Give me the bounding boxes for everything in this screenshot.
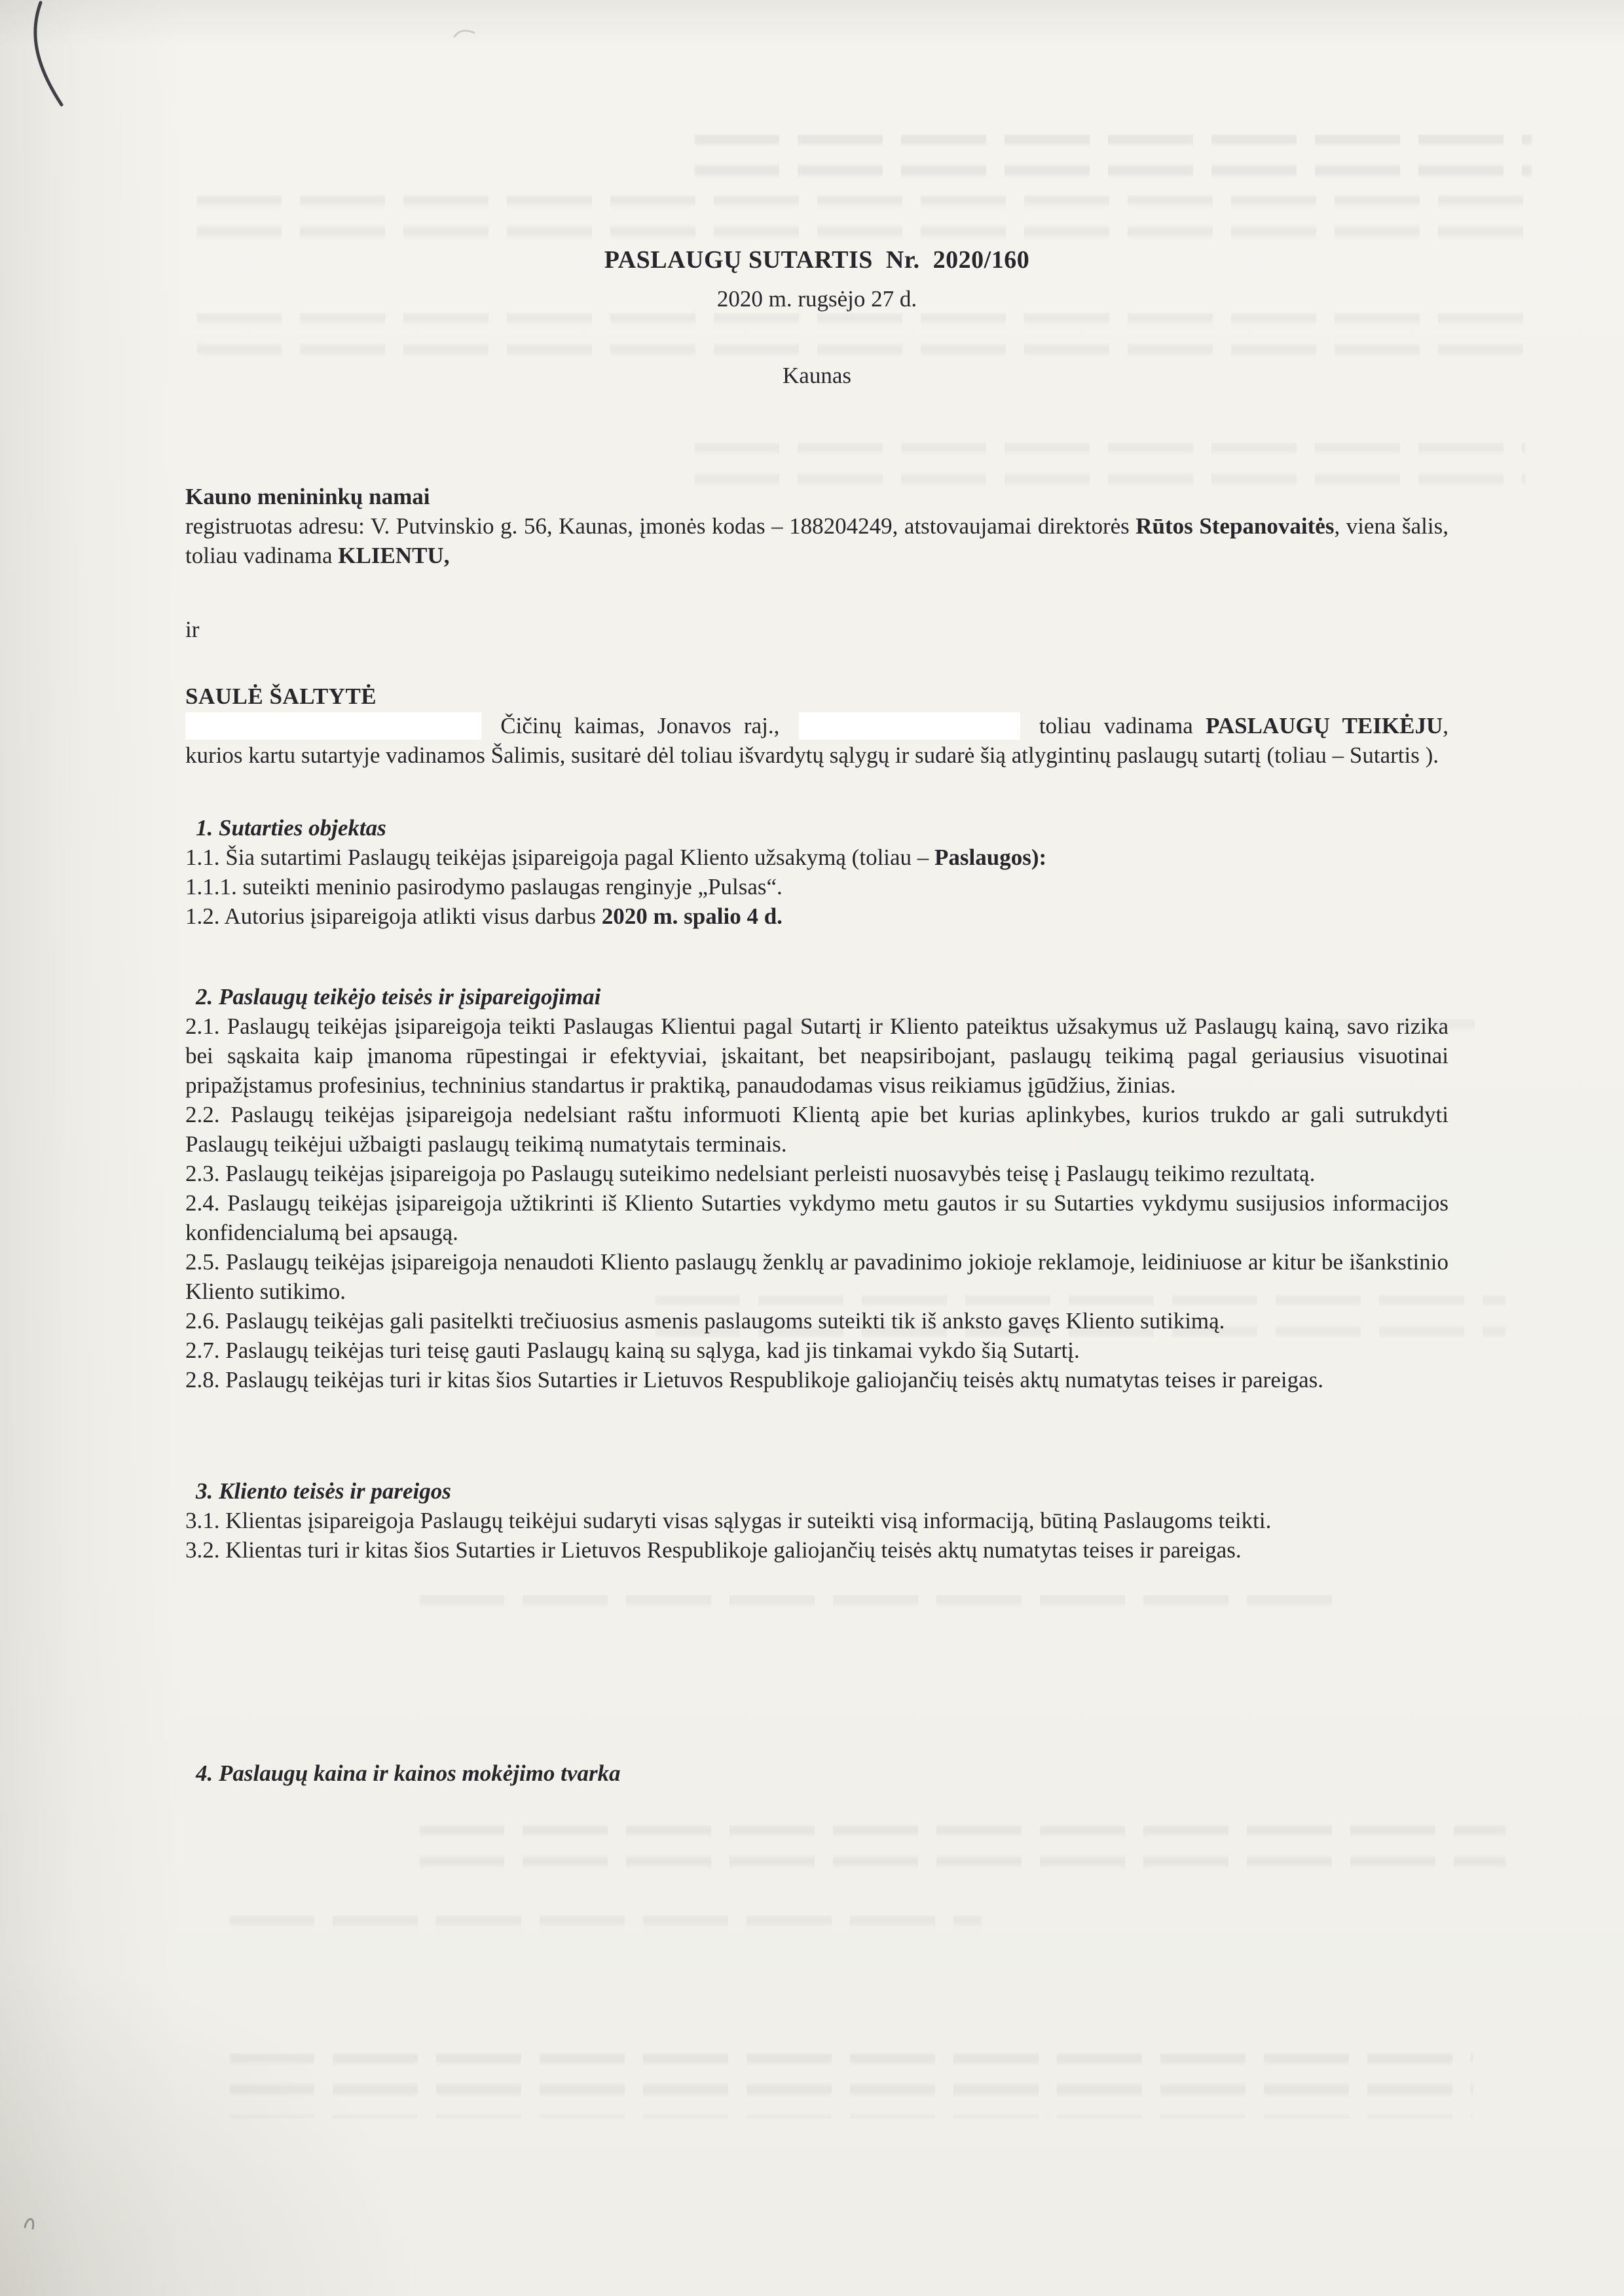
client-name: Kauno menininkų namai <box>185 484 430 509</box>
contract-city: Kaunas <box>783 363 851 388</box>
client-role-label: KLIENTU, <box>338 543 450 568</box>
contract-date: 2020 m. rugsėjo 27 d. <box>716 286 917 312</box>
document-content <box>185 0 1449 1788</box>
clause-1-2-date: 2020 m. spalio 4 d. <box>601 903 783 929</box>
clause-3-1: 3.1. Klientas įsipareigoja Paslaugų teikėjui sudaryti visas sąlygas ir suteikti visą informaciją, būtiną Paslaugoms teikti. <box>185 1508 1272 1533</box>
clause-2-1: 2.1. Paslaugų teikėjas įsipareigoja teikti Paslaugas Klientui pagal Sutartį ir Kliento pateiktus užsakymus už Paslaugų kainą, savo rizika bei sąskaita kaip įmanoma rūpestingai ir efektyviai, įskaitant, bet neapsiribojant, paslaugų teikimą pagal geriausius visuotinai pripažįstamus profesinius, techninius standartus ir praktiką, panaudodamas visus reikiamus įgūdžius, žinias. <box>185 1013 1449 1098</box>
clause-1-1-1: 1.1.1. suteikti meninio pasirodymo paslaugas renginyje „Pulsas“. <box>185 874 783 900</box>
clause-2-2: 2.2. Paslaugų teikėjas įsipareigoja nedelsiant raštu informuoti Klientą apie bet kurias aplinkybes, kurios trukdo ar gali sutrukdyti Paslaugų teikėjui užbaigti paslaugų teikimą numatytais terminais. <box>185 1102 1449 1157</box>
contract-title: PASLAUGŲ SUTARTIS Nr. 2020/160 <box>604 246 1030 274</box>
client-details: registruotas adresu: V. Putvinskio g. 56, Kaunas, įmonės kodas – 188204249, atstovaujamai direktorės <box>185 513 1136 539</box>
redaction-box <box>185 712 481 740</box>
clause-2-7: 2.7. Paslaugų teikėjas turi teisę gauti Paslaugų kainą su sąlyga, kad jis tinkamai vykdo šią Sutartį. <box>185 1338 1080 1363</box>
provider-address: Čičinų kaimas, Jonavos raj., <box>488 713 792 738</box>
clause-3-2: 3.2. Klientas turi ir kitas šios Sutarties ir Lietuvos Respublikoje galiojančių teisės aktų numatytas teises ir pareigas. <box>185 1537 1242 1563</box>
client-details-continued: , viena šalis, toliau vadinama <box>185 513 1449 568</box>
pen-stroke-mark <box>12 0 84 111</box>
connector-ir: ir <box>185 617 200 642</box>
provider-role-label: PASLAUGŲ TEIKĖJU <box>1206 713 1443 738</box>
provider-name: SAULĖ ŠALTYTĖ <box>185 683 377 709</box>
clause-1-1 <box>185 843 1449 872</box>
clause-1-1-text: 1.1. Šia sutartimi Paslaugų teikėjas įsipareigoja pagal Kliento užsakymą (toliau – <box>185 845 935 870</box>
clause-2-5: 2.5. Paslaugų teikėjas įsipareigoja nenaudoti Kliento paslaugų ženklų ar pavadinimo jokioje reklamoje, leidiniuose ar kitur be išankstinio Kliento sutikimo. <box>185 1249 1449 1304</box>
client-director-name: Rūtos Stepanovaitės <box>1135 513 1335 539</box>
clause-1-2-text: 1.2. Autorius įsipareigoja atlikti visus darbus <box>185 903 602 929</box>
section-2-heading: 2. Paslaugų teikėjo teisės ir įsipareigojimai <box>196 984 601 1010</box>
bleedthrough-ghost <box>229 2053 1473 2119</box>
redaction-box <box>799 712 1020 740</box>
bleedthrough-ghost <box>229 1916 982 1946</box>
clause-2-8: 2.8. Paslaugų teikėjas turi ir kitas šios Sutarties ir Lietuvos Respublikoje galiojančių teisės aktų numatytas teises ir pareigas. <box>185 1367 1324 1393</box>
clause-1-2 <box>185 902 1449 931</box>
bleedthrough-ghost <box>419 1825 1506 1886</box>
provider-paragraph-tail: , kurios kartu sutartyje vadinamos Šalimis, susitarė dėl toliau išvardytų sąlygų ir sudarė šią atlygintinų paslaugų sutartį (toliau – Sutartis ). <box>185 713 1449 768</box>
section-4-heading: 4. Paslaugų kaina ir kainos mokėjimo tvarka <box>196 1760 621 1786</box>
provider-paragraph <box>185 711 1449 770</box>
pen-squiggle-mark <box>20 2212 42 2234</box>
section-3-heading: 3. Kliento teisės ir pareigos <box>196 1478 451 1504</box>
clause-1-1-bold: Paslaugos): <box>934 845 1047 870</box>
section-1-heading: 1. Sutarties objektas <box>196 815 386 841</box>
provider-role-intro: toliau vadinama <box>1026 713 1206 738</box>
clause-2-6: 2.6. Paslaugų teikėjas gali pasitelkti trečiuosius asmenis paslaugoms suteikti tik iš anksto gavęs Kliento sutikimą. <box>185 1308 1225 1334</box>
clause-2-3: 2.3. Paslaugų teikėjas įsipareigoja po Paslaugų suteikimo nedelsiant perleisti nuosavybės teisę į Paslaugų teikimo rezultatą. <box>185 1161 1316 1186</box>
clause-2-4: 2.4. Paslaugų teikėjas įsipareigoja užtikrinti iš Kliento Sutarties vykdymo metu gautos ir su Sutarties vykdymu susijusios informacijos konfidencialumą bei apsaugą. <box>185 1190 1449 1245</box>
client-paragraph <box>185 511 1449 570</box>
